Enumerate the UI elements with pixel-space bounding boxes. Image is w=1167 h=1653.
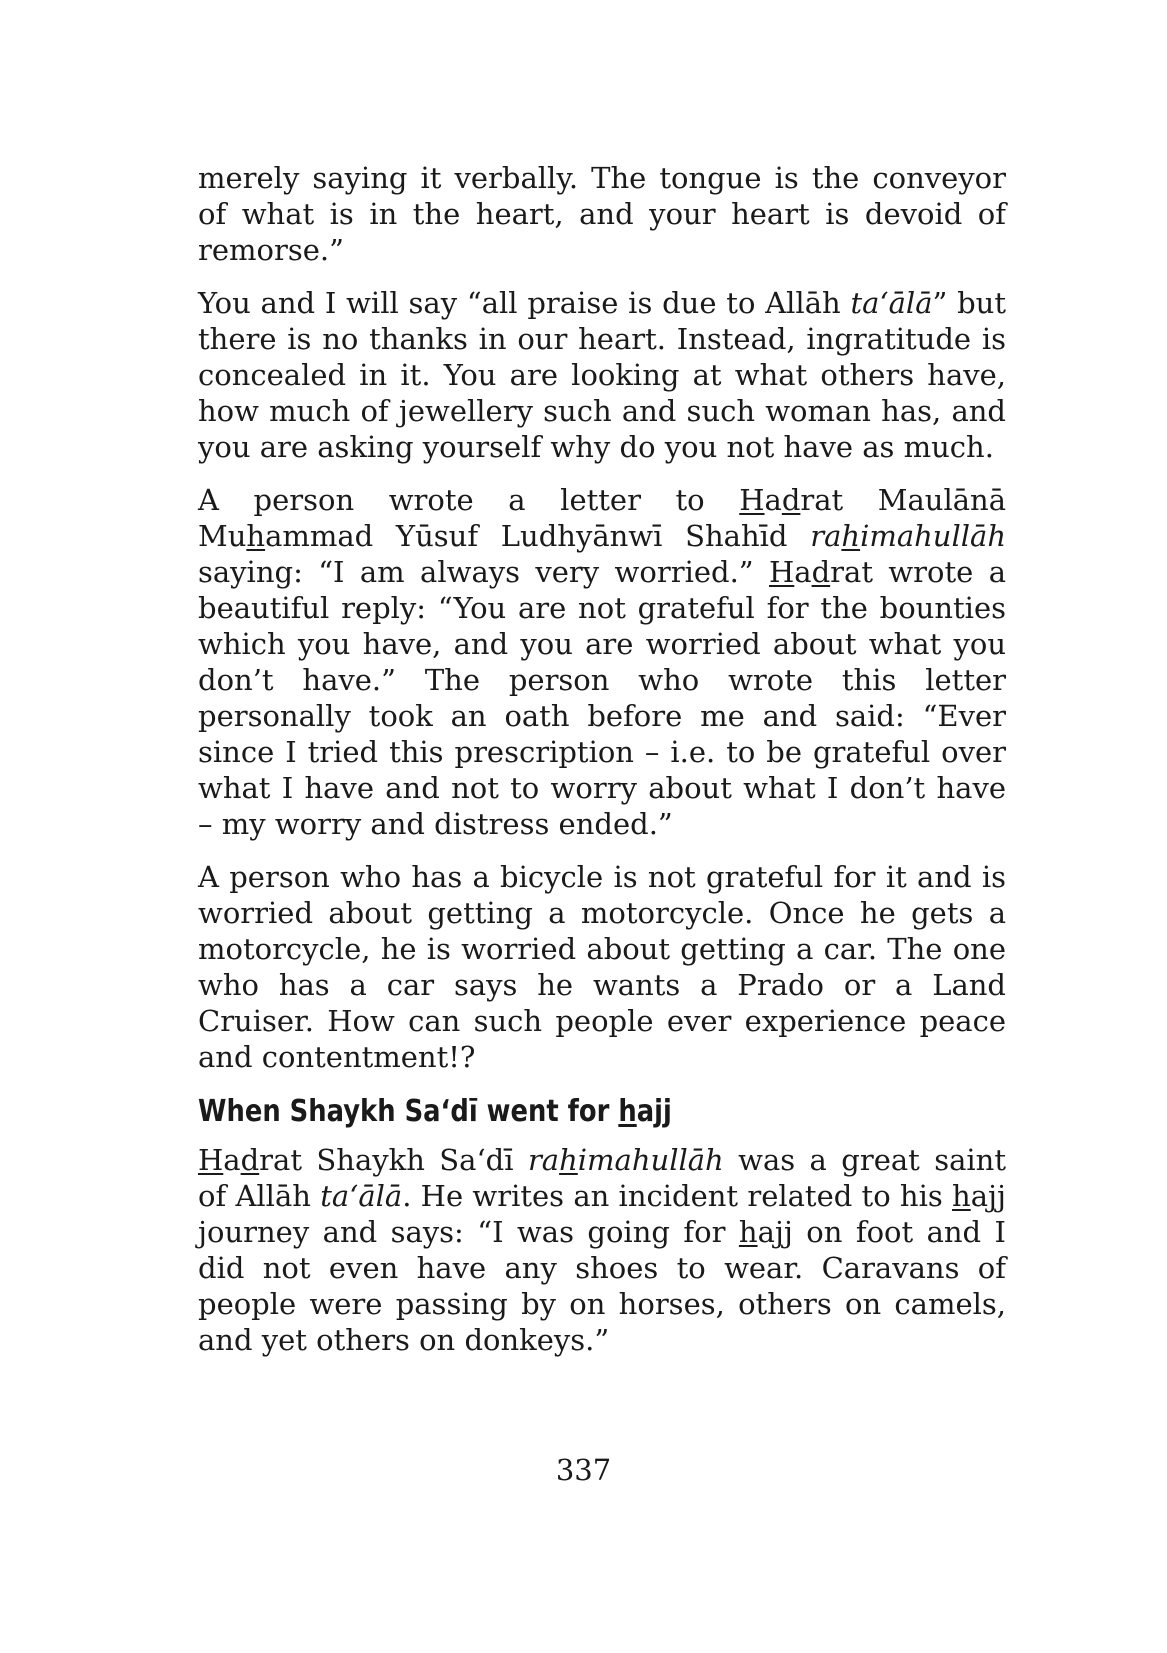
text-segment: merely saying it verbally. The tongue is the conveyor of what is in the heart, and your heart is devoid of remorse.” <box>198 161 1006 267</box>
paragraphs-before-heading <box>198 160 1006 1075</box>
paragraph <box>198 160 1006 268</box>
text-segment: a <box>223 1143 241 1177</box>
text-segment: ta‘ālā <box>850 286 933 320</box>
text-segment: ra <box>810 519 842 553</box>
text-segment: ajj <box>636 1094 672 1129</box>
text-segment: H <box>769 555 795 589</box>
text-segment: a <box>764 483 782 517</box>
page-number: 337 <box>555 1453 612 1487</box>
text-segment: was a great saint of Allāh <box>198 1143 1006 1213</box>
paragraph <box>198 285 1006 465</box>
text-segment: saying: “I am always very worried.” <box>198 555 769 589</box>
text-segment: d <box>240 1143 260 1177</box>
text-segment: rat Shaykh Sa‘dī <box>259 1143 528 1177</box>
text-segment: imahullāh <box>860 519 1006 553</box>
text-segment: ta‘ālā <box>320 1179 403 1213</box>
text-segment: a <box>794 555 812 589</box>
text-segment: rat wrote a beautiful reply: “You are not grateful for the bounties which you have, and you are worried about what you don’t have.” The person who wrote this letter personally took an oath before me and said: “Ever since I tried this prescription – i.e. to be grateful over what I have and not to worry about what I don’t have – my worry and distress ended.” <box>198 555 1006 841</box>
text-segment: ajj on foot and I did not even have any shoes to wear. Caravans of people were passing by on horses, others on camels, and yet others on donkeys.” <box>198 1215 1007 1357</box>
text-segment: ra <box>527 1143 560 1177</box>
text-segment: h <box>246 519 266 553</box>
text-segment: rat Maulānā Mu <box>198 483 1006 553</box>
text-segment: H <box>739 483 765 517</box>
text-segment: ” but there is no thanks in our heart. Instead, ingratitude is concealed in it. You are looking at what others have, how much of jewellery such and such woman has, and you are asking yourself why do you not have as much. <box>198 286 1006 464</box>
text-segment: . He writes an incident related to his <box>402 1179 953 1213</box>
page-body <box>198 160 1006 1375</box>
paragraphs-after-heading <box>198 1142 1006 1358</box>
text-segment: h <box>952 1179 971 1213</box>
text-segment: d <box>781 483 801 517</box>
text-segment: A person who has a bicycle is not grateful for it and is worried about getting a motorcycle. Once he gets a motorcycle, he is worried about getting a car. The one who has a car says he wants a Prado or a Land Cruiser. How can such people ever experience peace and contentment!? <box>198 860 1006 1074</box>
paragraph <box>198 1142 1006 1358</box>
text-segment: You and I will say “all praise is due to Allāh <box>198 286 851 320</box>
text-segment: A person wrote a letter to <box>198 483 740 517</box>
text-segment: h <box>618 1094 637 1129</box>
text-segment: H <box>198 1143 224 1177</box>
text-segment: When Shaykh Sa‘dī went for <box>198 1094 619 1129</box>
text-segment: d <box>811 555 831 589</box>
paragraph <box>198 482 1006 842</box>
section-heading <box>198 1092 893 1132</box>
text-segment: imahullāh <box>577 1143 724 1177</box>
text-segment: h <box>559 1143 578 1177</box>
text-segment: ammad Yūsuf Ludhyānwī Shahīd <box>265 519 811 553</box>
paragraph <box>198 859 1006 1075</box>
text-segment: h <box>738 1215 758 1249</box>
text-segment: h <box>841 519 861 553</box>
text-segment: ajj journey and says: “I was going for <box>198 1179 1006 1249</box>
